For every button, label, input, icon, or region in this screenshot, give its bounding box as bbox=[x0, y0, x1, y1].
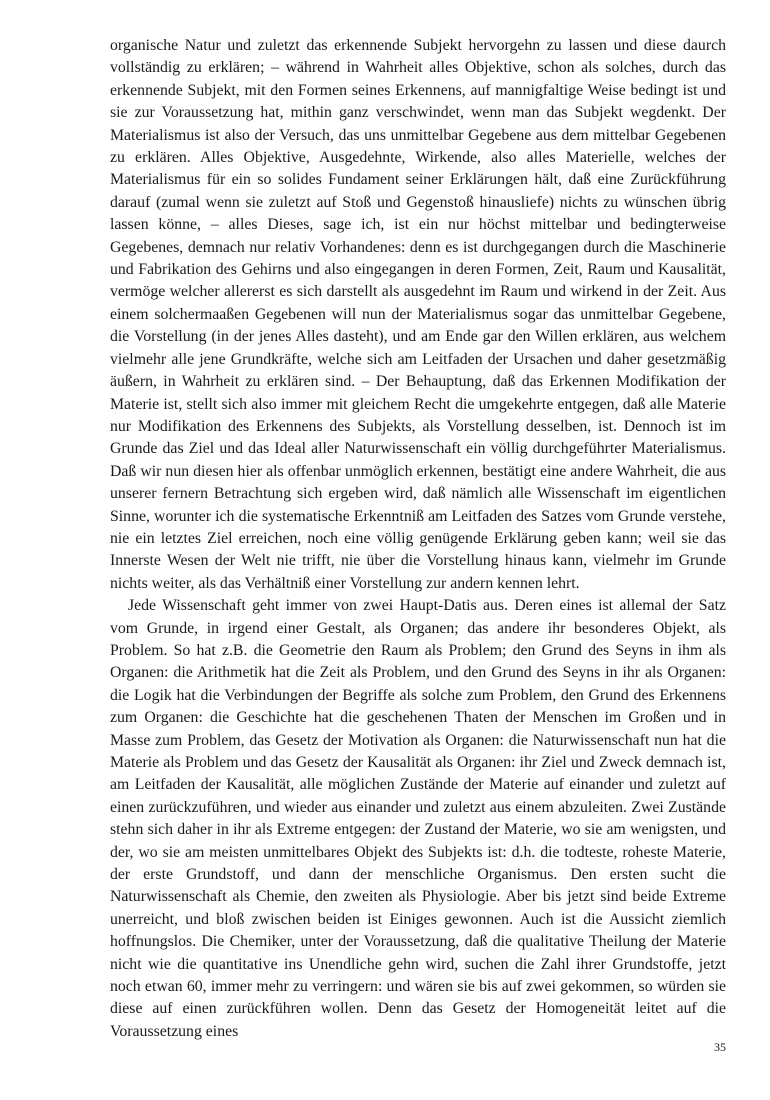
paragraph-1: organische Natur und zuletzt das erkennende Subjekt hervorgehn zu lassen und diese daurch vollständig zu erklären; – während in Wahrheit alles Objektive, schon als solches, durch das erkennende Subjekt, mit den Formen seines Erkennens, auf mannigfaltige Weise bedingt ist und sie zur Voraussetzung hat, mithin ganz verschwindet, wenn man das Subjekt wegdenkt. Der Materialismus ist also der Versuch, das uns unmittelbar Gegebene aus dem mittelbar Gegebenen zu erklären. Alles Objektive, Ausgedehnte, Wirkende, also alles Materielle, welches der Materialismus für ein so solides Fundament seiner Erklärungen hält, daß eine Zurückführung darauf (zumal wenn sie zuletzt auf Stoß und Gegenstoß hinausliefe) nichts zu wünschen übrig lassen könne, – alles Dieses, sage ich, ist ein nur höchst mittelbar und bedingterweise Gegebenes, demnach nur relativ Vorhandenes: denn es ist durchgegangen durch die Maschinerie und Fabrikation des Gehirns und also eingegangen in deren Formen, Zeit, Raum und Kausalität, vermöge welcher allererst es sich darstellt als ausgedehnt im Raum und wirkend in der Zeit. Aus einem solchermaaßen Gegebenen will nun der Materialismus sogar das unmittelbar Gegebene, die Vorstellung (in der jenes Alles dasteht), und am Ende gar den Willen erklären, aus welchem vielmehr alle jene Grundkräfte, welche sich am Leitfaden der Ursachen und daher gesetzmäßig äußern, in Wahrheit zu erklären sind. – Der Behauptung, daß das Erkennen Modifikation der Materie ist, stellt sich also immer mit gleichem Recht die umgekehrte entgegen, daß alle Materie nur Modifikation des Erkennens des Subjekts, als Vorstellung desselben, ist. Dennoch ist im Grunde das Ziel und das Ideal aller Naturwissenschaft ein völlig durchgeführter Materialismus. Daß wir nun diesen hier als offenbar unmöglich erkennen, bestätigt eine andere Wahrheit, die aus unserer fernern Betrachtung sich ergeben wird, daß nämlich alle Wissenschaft im eigentlichen Sinne, worunter ich die systematische Erkenntniß am Leitfaden des Satzes vom Grunde verstehe, nie ein letztes Ziel erreichen, noch eine völlig genügende Erklärung geben kann; weil sie das Innerste Wesen der Welt nie trifft, nie über die Vorstellung hinaus kann, vielmehr im Grunde nichts weiter, als das Verhältniß einer Vorstellung zur andern kennen lehrt. bbox=[110, 37, 726, 592]
page-number: 35 bbox=[714, 1040, 726, 1054]
paragraph-2: Jede Wissenschaft geht immer von zwei Haupt-Datis aus. Deren eines ist allemal der Satz vom Grunde, in irgend einer Gestalt, als Organen; das andere ihr besonderes Objekt, als Problem. So hat z.B. die Geometrie den Raum als Problem; den Grund des Seyns in ihm als Organen: die Arithmetik hat die Zeit als Problem, und den Grund des Seyns in ihr als Organen: die Logik hat die Verbindungen der Begriffe als solche zum Problem, den Grund des Erkennens zum Organen: die Geschichte hat die geschehenen Thaten der Menschen im Großen und in Masse zum Problem, das Gesetz der Motivation als Organen: die Naturwissenschaft nun hat die Materie als Problem und das Gesetz der Kausalität als Organen: ihr Ziel und Zweck demnach ist, am Leitfaden der Kausalität, alle möglichen Zustände der Materie auf einander und zuletzt auf einen zurückzuführen, und wieder aus einander und zuletzt aus einem abzuleiten. Zwei Zustände stehn sich daher in ihr als Extreme entgegen: der Zustand der Materie, wo sie am wenigsten, und der, wo sie am meisten unmittelbares Objekt des Subjekts ist: d.h. die todteste, roheste Materie, der erste Grundstoff, und dann der menschliche Organismus. Den ersten sucht die Naturwissenschaft als Chemie, den zweiten als Physiologie. Aber bis jetzt sind beide Extreme unerreicht, und bloß zwischen beiden ist Einiges gewonnen. Auch ist die Aussicht ziemlich hoffnungslos. Die Chemiker, unter der Voraussetzung, daß die qualitative Theilung der Materie nicht wie die quantitative ins Unendliche gehn wird, suchen die Zahl ihrer Grundstoffe, jetzt noch etwan 60, immer mehr zu verringern: und wären sie bis auf zwei gekommen, so würden sie diese auf einen zurückführen wollen. Denn das Gesetz der Homogeneität leitet auf die Voraussetzung eines bbox=[110, 597, 726, 1040]
page-body bbox=[110, 35, 726, 1043]
